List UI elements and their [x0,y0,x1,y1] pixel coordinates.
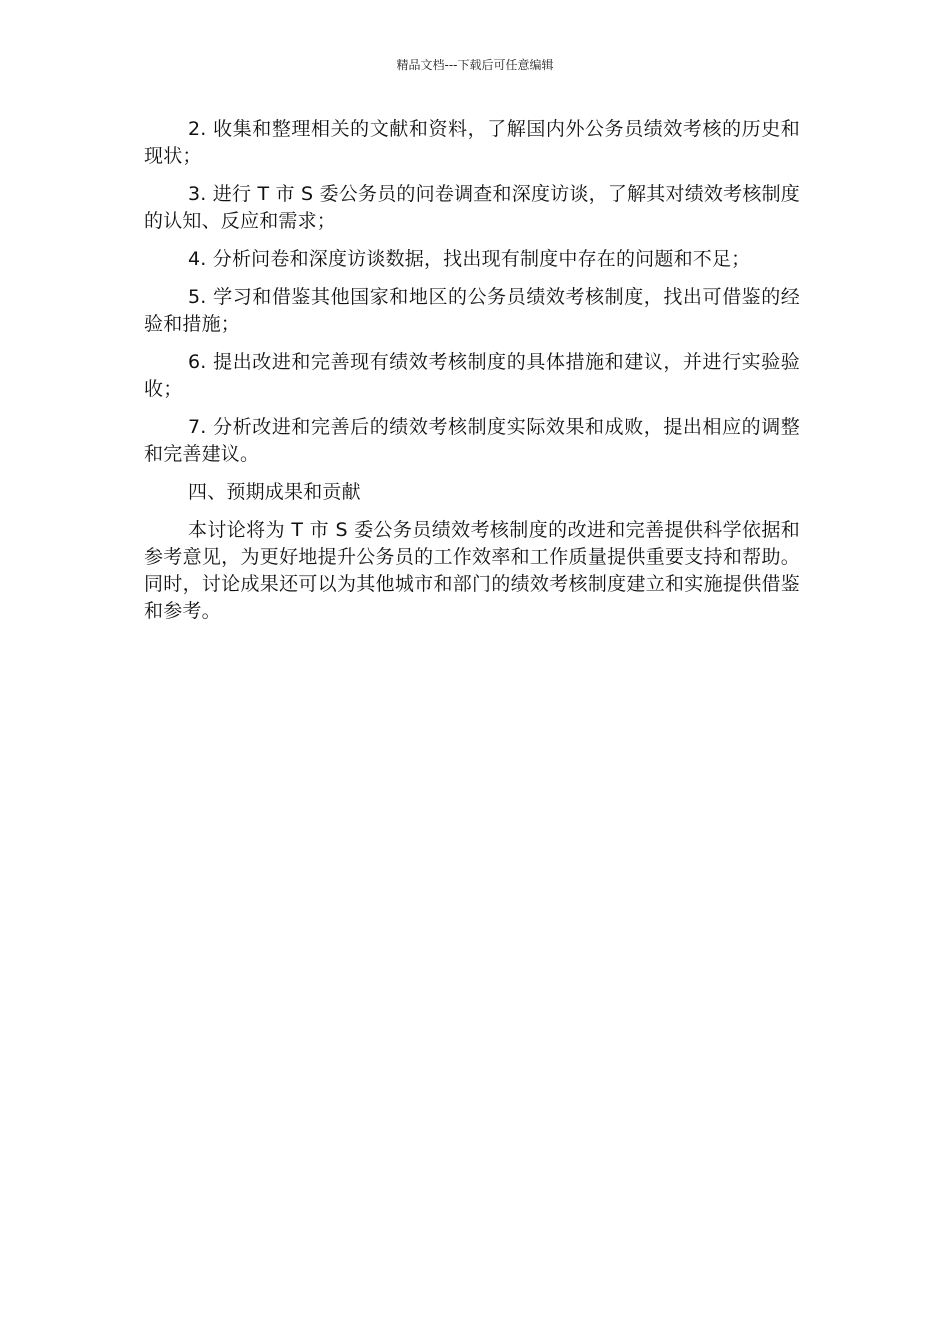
list-item-2: 2. 收集和整理相关的文献和资料，了解国内外公务员绩效考核的历史和现状； [144,118,800,167]
section-heading: 四、预期成果和贡献 [188,481,361,503]
body-paragraph: 本讨论将为 T 市 S 委公务员绩效考核制度的改进和完善提供科学依据和参考意见，为更好地提升公务员的工作效率和工作质量提供重要支持和帮助。同时，讨论成果还可以为其他城市和部门的绩效考核制度建立和实施提供借鉴和参考。 [144,519,800,622]
list-item-6: 6. 提出改进和完善现有绩效考核制度的具体措施和建议，并进行实验验收； [144,351,800,400]
list-item-7: 7. 分析改进和完善后的绩效考核制度实际效果和成败，提出相应的调整和完善建议。 [144,416,800,465]
page-header: 精品文档---下载后可任意编辑 [396,58,554,72]
document-body [144,116,800,636]
list-item-5: 5. 学习和借鉴其他国家和地区的公务员绩效考核制度，找出可借鉴的经验和措施； [144,286,800,335]
list-item-3: 3. 进行 T 市 S 委公务员的问卷调查和深度访谈，了解其对绩效考核制度的认知、反应和需求； [144,183,800,232]
list-item-4: 4. 分析问卷和深度访谈数据，找出现有制度中存在的问题和不足； [188,248,751,270]
